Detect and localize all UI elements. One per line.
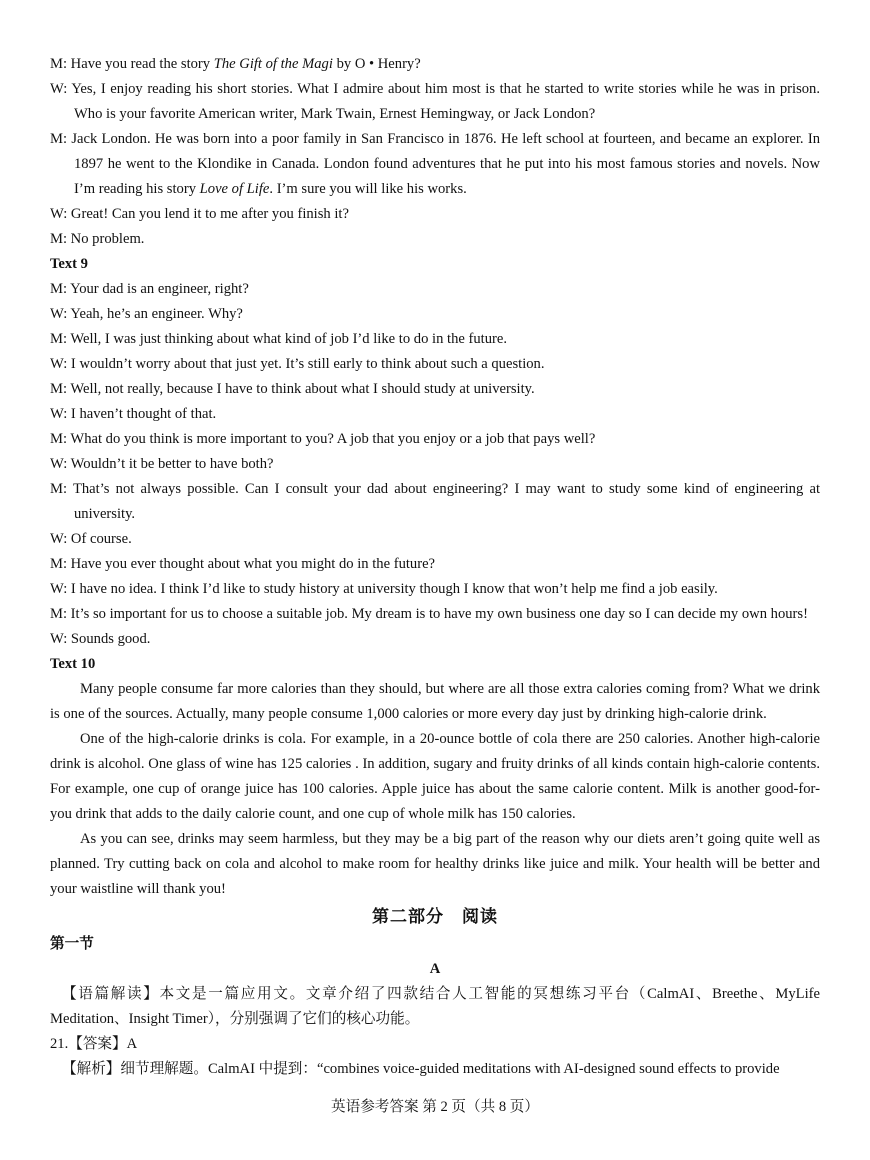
text8-line-3 xyxy=(50,127,820,202)
text9-line: W: Yeah, he’s an engineer. Why? xyxy=(50,306,243,322)
text8-line-1 xyxy=(50,52,820,77)
page-footer: 英语参考答案 第 2 页（共 8 页） xyxy=(331,1099,539,1115)
question-21-answer: 21.【答案】A xyxy=(50,1036,138,1052)
text9-line: W: I haven’t thought of that. xyxy=(50,406,217,422)
text10-paragraph-3: As you can see, drinks may seem harmless, but they may be a big part of the reason why our diets aren’t going quite well as planned. Try cutting back on cola and alcohol to make room for healthy drinks like juice and milk. Your health will be better and your waistline will thank you! xyxy=(50,831,820,897)
text10-heading: Text 10 xyxy=(50,656,96,672)
section-one-heading: 第一节 xyxy=(50,936,94,952)
text8-line-1-start: M: Have you read the story xyxy=(50,56,214,72)
text9-line: M: Well, not really, because I have to think about what I should study at university. xyxy=(50,381,535,397)
text8-line-3-start: M: Jack London. He was born into a poor family in San Francisco in 1876. He left school at fourteen, and became an explorer. In 1897 he went to the Klondike in Canada. London found adventures that he put into his most famous stories and novels. Now I’m reading his story xyxy=(50,131,820,197)
text9-line: W: Wouldn’t it be better to have both? xyxy=(50,456,274,472)
text9-line: W: I wouldn’t worry about that just yet. It’s still early to think about such a question. xyxy=(50,356,545,372)
text9-line: M: What do you think is more important to you? A job that you enjoy or a job that pays well? xyxy=(50,431,596,447)
passage-letter: A xyxy=(429,961,441,977)
text9-line: M: It’s so important for us to choose a suitable job. My dream is to have my own business one day so I can decide my own hours! xyxy=(50,606,808,622)
passage-summary: 【语篇解读】本文是一篇应用文。文章介绍了四款结合人工智能的冥想练习平台（CalmAI、Breethe、MyLife Meditation、Insight Timer），分别强调了它们的核心功能。 xyxy=(50,986,820,1027)
text9-line: W: I have no idea. I think I’d like to study history at university though I know that won’t help me find a job easily. xyxy=(50,581,718,597)
text8-line-2: W: Yes, I enjoy reading his short stories. What I admire about him most is that he started to write stories while he was in prison. Who is your favorite American writer, Mark Twain, Ernest Hemingway, or Jack London? xyxy=(50,81,820,122)
text9-line: M: Have you ever thought about what you might do in the future? xyxy=(50,556,436,572)
question-21-analysis: 【解析】细节理解题。CalmAI 中提到：“combines voice-guided meditations with AI-designed sound effects to provide xyxy=(62,1061,780,1077)
text9-line: M: Well, I was just thinking about what kind of job I’d like to do in the future. xyxy=(50,331,507,347)
text9-line: M: That’s not always possible. Can I consult your dad about engineering? I may want to study some kind of engineering at university. xyxy=(50,481,820,522)
story-title-love-of-life: Love of Life xyxy=(199,181,270,197)
page-content xyxy=(50,52,820,1082)
text8-line-5: M: No problem. xyxy=(50,231,145,247)
text9-heading: Text 9 xyxy=(50,256,88,272)
text8-line-1-end: by O • Henry? xyxy=(332,56,421,72)
text9-line: W: Of course. xyxy=(50,531,132,547)
part-two-title: 第二部分 阅读 xyxy=(372,907,498,926)
text9-line: W: Sounds good. xyxy=(50,631,151,647)
text8-line-3-end: . I’m sure you will like his works. xyxy=(269,181,467,197)
text8-line-4: W: Great! Can you lend it to me after you finish it? xyxy=(50,206,349,222)
text10-paragraph-1: Many people consume far more calories than they should, but where are all those extra calories coming from? What we drink is one of the sources. Actually, many people consume 1,000 calories or more every day just by drinking high-calorie drink. xyxy=(50,681,820,722)
story-title-gift-of-the-magi: The Gift of the Magi xyxy=(213,56,333,72)
text9-line: M: Your dad is an engineer, right? xyxy=(50,281,249,297)
text10-paragraph-2: One of the high-calorie drinks is cola. For example, in a 20-ounce bottle of cola there are 250 calories. Another high-calorie drink is alcohol. One glass of wine has 125 calories . In addition, sugary and fruity drinks of all kinds contain high-calorie contents. For example, one cup of orange juice has 100 calories. Apple juice has about the same calorie content. Milk is another good-for-you drink that adds to the daily calorie count, and one cup of whole milk has 150 calories. xyxy=(50,731,820,822)
